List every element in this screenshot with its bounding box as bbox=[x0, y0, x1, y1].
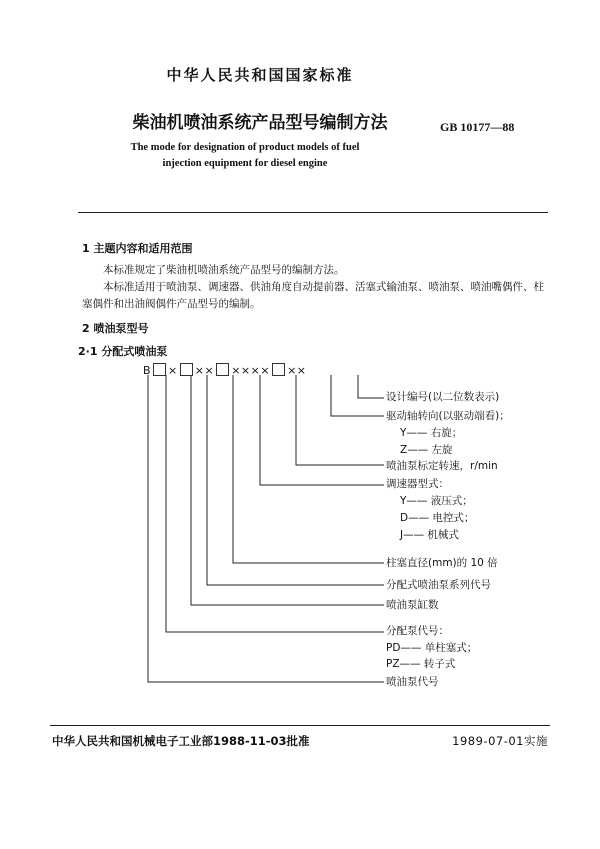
connector-rated-speed bbox=[296, 375, 384, 465]
connector-pump-code bbox=[148, 375, 384, 682]
connector-plunger bbox=[233, 375, 384, 563]
connector-governor bbox=[260, 375, 384, 485]
section-2-1-heading: 2·1 分配式喷油泵 bbox=[78, 345, 168, 358]
label-cylinders: 喷油泵缸数 bbox=[386, 599, 439, 611]
label-pump-type: 分配泵代号： bbox=[386, 625, 449, 637]
section-1-heading: 1 主题内容和适用范围 bbox=[82, 242, 193, 255]
code-part-x1: × bbox=[168, 364, 178, 377]
label-series: 分配式喷油泵系列代号 bbox=[386, 579, 491, 591]
label-rotation: 驱动轴转向(以驱动端看)； bbox=[386, 410, 510, 422]
code-part-x4: ×××× bbox=[231, 364, 271, 377]
label-pump-code: 喷油泵代号 bbox=[386, 676, 439, 688]
label-rated-speed: 喷油泵标定转速，r/min bbox=[386, 460, 498, 472]
connector-cylinders bbox=[191, 375, 384, 605]
document-title-en: The mode for designation of product models of fuel injection equipment for diesel engine bbox=[130, 142, 360, 169]
code-part-x2: ×× bbox=[194, 364, 215, 377]
label-governor-y: Y—— 液压式； bbox=[400, 495, 473, 507]
connector-pump-type bbox=[166, 375, 384, 632]
section-1-paragraph-2: 本标准适用于喷油泵、调速器、供油角度自动提前器、活塞式输油泵、喷油泵、喷油嘴偶件、柱塞偶件和出油阀偶件产品型号的编制。 bbox=[82, 281, 544, 310]
code-part-b: B bbox=[143, 364, 152, 377]
label-pump-type-pz: PZ—— 转子式 bbox=[386, 658, 456, 670]
section-1-paragraph-1: 本标准规定了柴油机喷油系统产品型号的编制方法。 bbox=[103, 264, 345, 276]
label-rotation-y: Y—— 右旋； bbox=[400, 427, 463, 439]
footer-effective-date: 1989-07-01实施 bbox=[452, 734, 548, 748]
label-pump-type-pd: PD—— 单柱塞式； bbox=[386, 642, 478, 654]
national-standard-heading: 中华人民共和国国家标准 bbox=[166, 66, 354, 84]
label-plunger: 柱塞直径(mm)的 10 倍 bbox=[386, 557, 498, 569]
label-design-no: 设计编号(以二位数表示) bbox=[386, 391, 500, 403]
section-2-heading: 2 喷油泵型号 bbox=[82, 322, 149, 335]
footer-approval: 中华人民共和国机械电子工业部1988-11-03批准 bbox=[52, 734, 310, 748]
code-part-x2b: ×× bbox=[287, 364, 307, 377]
connector-design-no bbox=[358, 375, 384, 398]
footer-divider bbox=[50, 725, 550, 726]
label-governor-j: J—— 机械式 bbox=[400, 529, 459, 541]
document-title-cn: 柴油机喷油系统产品型号编制方法 bbox=[132, 113, 388, 133]
label-governor-d: D—— 电控式； bbox=[400, 512, 475, 524]
standard-number: GB 10177—88 bbox=[440, 120, 515, 134]
label-governor: 调速器型式： bbox=[386, 478, 449, 490]
label-rotation-z: Z—— 左旋 bbox=[400, 444, 453, 456]
